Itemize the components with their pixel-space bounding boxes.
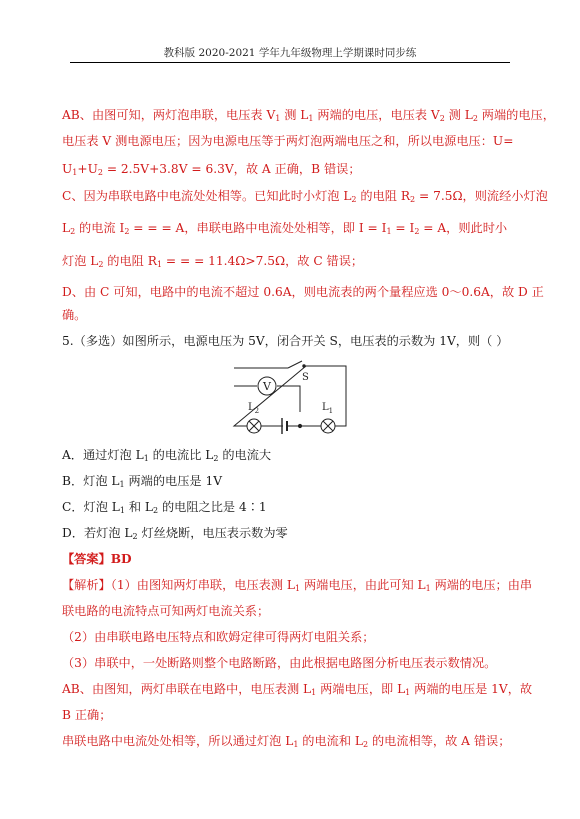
page-header: 教科版 2020-2021 学年九年级物理上学期课时同步练 [163,47,417,59]
lamp-l2-label: $L_2$ [248,402,260,415]
battery-gap [283,424,286,428]
text-run: L [62,221,71,235]
circuit-diagram [230,358,350,434]
text-run: D．若灯泡 L [62,526,133,540]
text-run: 两端电压，由此可知 L [300,578,426,592]
voltmeter-label: V [263,380,271,393]
subscript: 2 [97,168,103,177]
text-run: 的电阻 R [356,189,411,203]
text-run: U [62,162,73,176]
answer-line [62,550,132,567]
switch-contact [303,365,305,367]
subscript: 1 [119,480,125,489]
text-run: = = = 11.4Ω>7.5Ω，故 C 错误； [162,254,364,268]
subscript: 1 [386,227,392,236]
text-run: 串联电路中电流处处相等，所以通过灯泡 L [62,734,294,748]
text-run: 5.（多选）如图所示，电源电压为 5V，闭合开关 S，电压表的示数为 1V，则（ ） [62,334,509,348]
text-run: 灯泡 L [62,254,99,268]
question-5 [62,332,508,349]
text-run: （2）由串联电路电压特点和欧姆定律可得两灯电阻关系； [62,630,375,644]
text-run: 的电流相等，故 A 错误； [368,734,511,748]
text-run: B．灯泡 L [62,474,120,488]
text-run: 的电阻 R [103,254,157,268]
line-6 [62,252,363,269]
option-a [62,446,271,463]
subscript: 2 [152,506,159,515]
text-run: 两端电压，即 L [316,682,406,696]
line-5 [62,219,507,236]
option-c [62,498,267,515]
text-run: 两端的电压；由串 [430,578,533,592]
subscript: 2 [70,227,76,236]
subscript: 1 [308,114,314,123]
analysis-line-5 [62,680,532,697]
text-run: C．灯泡 L [62,500,120,514]
text-run: 测 L [444,108,473,122]
subscript: 2 [472,114,478,123]
line-7 [62,283,544,300]
line-2 [62,132,513,149]
subscript: 1 [119,506,125,515]
header-rule [70,62,510,63]
text-run: 确。 [62,308,87,322]
subscript: 1 [156,260,163,269]
line-3 [62,160,361,177]
subscript: 2 [132,532,138,541]
subscript: 1 [425,584,431,593]
text-run: C、因为串联电路中电流处处相等。已知此时小灯泡 L [62,189,352,203]
analysis-line-4 [62,654,496,671]
subscript: 2 [351,195,357,204]
switch-blade [288,361,302,368]
subscript: 1 [295,584,301,593]
subscript: 2 [98,260,104,269]
subscript: 1 [275,114,281,123]
line-1 [62,106,555,123]
text-run: = 2.5V+3.8V = 6.3V，故 A 正确，B 错误； [102,162,361,176]
text-run: 的电流 I [75,221,125,235]
text-run: 的电流大 [218,448,272,462]
option-d [62,524,288,541]
text-run: 的电阻之比是 4∶1 [158,500,267,514]
text-run: +U [77,162,98,176]
text-run: 两端的电压是 1V，故 [410,682,533,696]
subscript: 2 [124,227,130,236]
text-run: A．通过灯泡 L [62,448,144,462]
text-run: 【解析】（1）由图知两灯串联，电压表测 L [62,578,295,592]
analysis-line-1 [62,576,532,593]
text-run: = I [391,221,415,235]
text-run: 两端的电压， [477,108,555,122]
line-8 [62,306,86,323]
lamp-l1-label: $L_1$ [322,402,334,415]
text-run: AB、由图可知，两灯泡串联，电压表 V [62,108,276,122]
analysis-line-2 [62,602,269,619]
text-run: （3）串联中，一处断路则整个电路断路，由此根据电路图分析电压表示数情况。 [62,656,497,670]
circuit-wire-outer [234,366,346,426]
subscript: 1 [72,168,78,177]
option-b [62,472,222,489]
subscript: 1 [293,740,299,749]
text-run: 电压表 V 测电源电压；因为电源电压等于两灯泡两端电压之和，所以电源电压：U= [62,134,514,148]
text-run: D、由 C 可知，电路中的电流不超过 0.6A，则电流表的两个量程应选 0～0.6A，故 D 正 [62,285,544,299]
text-run: 联电路的电流特点可知两灯电流关系； [62,604,270,618]
subscript: 2 [439,114,445,123]
text-run: 和 L [124,500,153,514]
text-run: 测 L [280,108,309,122]
subscript: 1 [311,688,317,697]
subscript: 2 [363,740,369,749]
analysis-line-6 [62,706,111,723]
text-run: = A，则此时小 [419,221,508,235]
subscript: 1 [405,688,411,697]
text-run: 两端的电压，电压表 V [313,108,440,122]
subscript: 2 [410,195,416,204]
subscript: 1 [143,454,149,463]
text-run: = 7.5Ω，则流经小灯泡 [415,189,548,203]
text-run: 灯丝烧断，电压表示数为零 [137,526,288,540]
text-run: 的电流和 L [298,734,364,748]
text-run: 【答案】BD [62,552,132,566]
subscript: 2 [213,454,219,463]
text-run: 的电流比 L [148,448,214,462]
line-4 [62,187,548,204]
text-run: B 正确； [62,708,112,722]
switch-label: S [302,372,309,383]
text-run: = = = A，串联电路中电流处处相等，即 I = I [129,221,387,235]
subscript: 2 [414,227,420,236]
analysis-line-7 [62,732,510,749]
analysis-line-3 [62,628,374,645]
junction-dot [298,424,301,427]
text-run: 两端的电压是 1V [124,474,223,488]
text-run: AB、由图知，两灯串联在电路中，电压表测 L [62,682,312,696]
